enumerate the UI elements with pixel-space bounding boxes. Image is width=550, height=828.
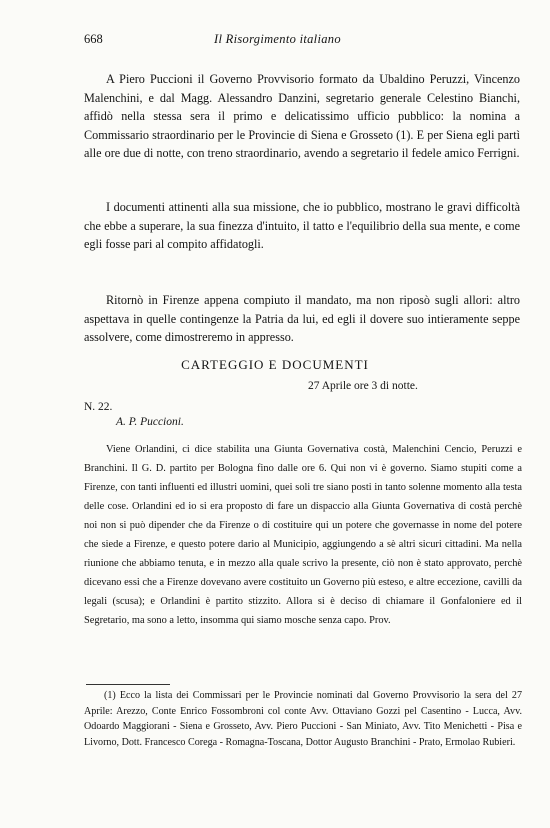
letter-date: 27 Aprile ore 3 di notte.: [308, 380, 418, 392]
document-number: N. 22.: [84, 401, 113, 413]
page-number: 668: [84, 32, 103, 46]
page-header: [84, 32, 504, 52]
section-title: CARTEGGIO E DOCUMENTI: [181, 357, 369, 372]
letter-body: Viene Orlandini, ci dice stabilita una Giunta Governativa costà, Malenchini Cencio, Peruzzi e Branchini. Il G. D. partito per Bologna fino dalle ore 6. Qui non vi è governo. Siamo stupiti come a Firenze, con tanti influenti ed illustri uomini, quei soli tre siano posti in tanto solenne momento alla testa delle cose. Orlandini ed io si era proposto di fare un dispaccio alla Giunta Governativa di costà perchè noi non si può dipender che da Firenze o di costituire qui un potere che governasse in nome del potere che siede a Firenze, e questo potere dario al Municipio, aggiungendo a sè altri sicuri cittadini. Ma nella riunione che abbiamo tenuta, e in mezzo alla quale scrivo la presente, ciò non è stato approvato, perchè dicevano essi che a Firenze dovevano avere costituito un Governo più esteso, e altre eccezione, cavilli da legali (scusa); e Orlandini è partito stizzito. Allora si è deciso di chiamare il Gonfaloniere ed il Segretario, ma sono a letto, insomma qui siamo mosche senza capo. Prov.: [84, 444, 522, 626]
footnote-divider: [86, 684, 170, 685]
running-head: Il Risorgimento italiano: [214, 32, 341, 46]
paragraph: A Piero Puccioni il Governo Provvisorio formato da Ubaldino Peruzzi, Vincenzo Malenchini, e dal Magg. Alessandro Danzini, segretario generale Celestino Bianchi, affidò nella stessa sera il primo e delicatissimo ufficio pubblico: la nomina a Commissario straordinario per le Provincie di Siena e Grosseto (1). E per Siena egli partì alle ore due di notte, con treno straordinario, avendo a segretario il fedele amico Ferrigni.: [84, 72, 520, 161]
paragraph: I documenti attinenti alla sua missione, che io pubblico, mostrano le gravi difficoltà che ebbe a superare, la sua finezza d'intuito, il tatto e l'equilibrio della sua mente, e come egli fosse pari al compito affidatogli.: [84, 200, 520, 252]
letter-addressee: A. P. Puccioni.: [116, 416, 184, 428]
paragraph: Ritornò in Firenze appena compiuto il mandato, ma non riposò sugli allori: altro aspettava in quelle contingenze la Patria da lui, ed egli il dovere suo intieramente seppe assolvere, come dimostreremo in appresso.: [84, 293, 520, 345]
footnote: (1) Ecco la lista dei Commissari per le Provincie nominati dal Governo Provvisorio la sera del 27 Aprile: Arezzo, Conte Enrico Fossombroni col conte Avv. Ottaviano Gozzi pel Casentino - Lucca, Avv. Odoardo Maggiorani - Siena e Grosseto, Avv. Piero Puccioni - San Miniato, Avv. Tito Menichetti - Pisa e Livorno, Dott. Francesco Corega - Romagna-Toscana, Dottor Augusto Branchini - Prato, Ermolao Rubieri.: [84, 690, 522, 748]
